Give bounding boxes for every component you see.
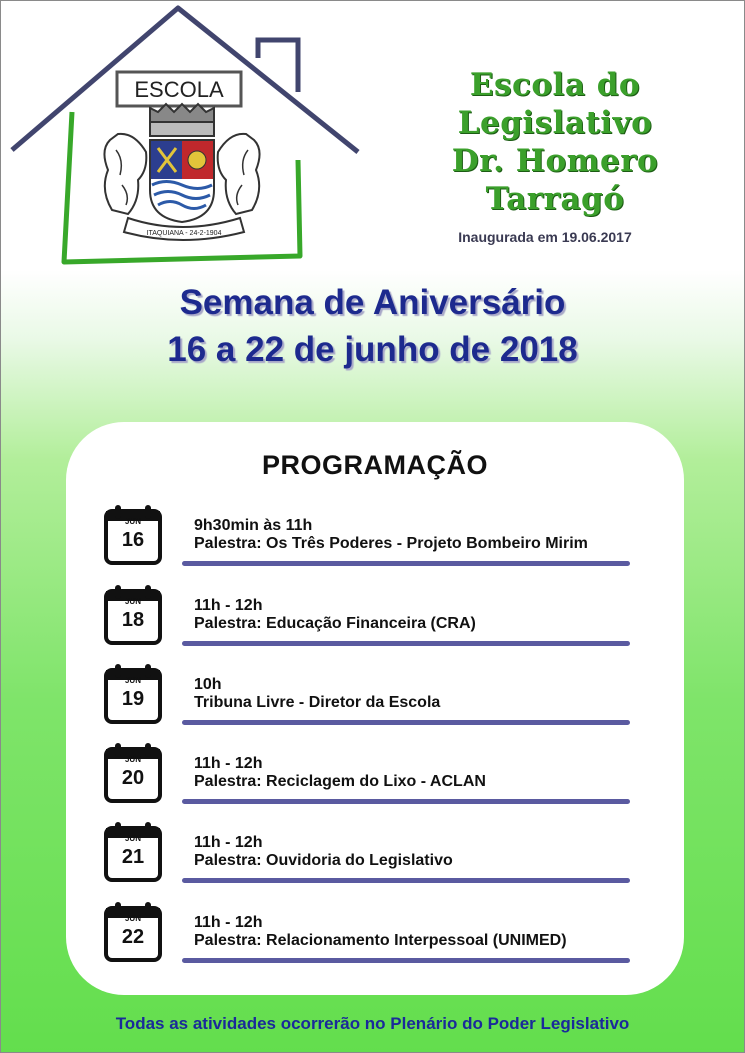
program-event [0, 820, 745, 900]
program-event [0, 662, 745, 742]
calendar-day: 19 [121, 688, 145, 710]
event-divider [182, 878, 630, 883]
calendar-day: 20 [121, 767, 145, 789]
calendar-month: JUN [124, 755, 141, 764]
school-name-line: Tarragó [485, 181, 625, 217]
event-time: 10h [194, 676, 222, 693]
calendar-month: JUN [124, 676, 141, 685]
event-divider [182, 561, 630, 566]
calendar-icon [103, 820, 163, 882]
calendar-icon [103, 583, 163, 645]
headline-title: Semana de Aniversário [179, 283, 566, 322]
event-time: 11h - 12h [194, 597, 263, 614]
event-description: Palestra: Relacionamento Interpessoal (UNIMED) [194, 932, 567, 949]
school-name-line: Escola do [469, 67, 641, 103]
calendar-icon [103, 900, 163, 962]
footer-note: Todas as atividades ocorrerão no Plenário do Poder Legislativo [115, 1014, 630, 1033]
school-name-line: Legislativo [457, 105, 653, 141]
event-description: Palestra: Ouvidoria do Legislativo [194, 852, 453, 869]
calendar-icon [103, 662, 163, 724]
calendar-month: JUN [124, 834, 141, 843]
event-time: 9h30min às 11h [194, 517, 313, 534]
calendar-month: JUN [124, 597, 141, 606]
calendar-day: 21 [121, 846, 145, 868]
event-time: 11h - 12h [194, 834, 263, 851]
event-time: 11h - 12h [194, 914, 263, 931]
calendar-day: 18 [121, 609, 145, 631]
coat-of-arms [104, 104, 259, 240]
program-title: PROGRAMAÇÃO [262, 450, 488, 480]
event-divider [182, 958, 630, 963]
school-logo [0, 0, 370, 275]
calendar-icon [103, 503, 163, 565]
calendar-day: 16 [121, 529, 145, 551]
program-event [0, 900, 745, 980]
calendar-month: JUN [124, 914, 141, 923]
event-time: 11h - 12h [194, 755, 263, 772]
crest-motto: ITAQUIANA - 24-2-1904 [146, 230, 222, 237]
event-description: Tribuna Livre - Diretor da Escola [194, 694, 441, 711]
event-description: Palestra: Educação Financeira (CRA) [194, 615, 476, 632]
program-event [0, 503, 745, 583]
program-event [0, 583, 745, 663]
calendar-month: JUN [124, 517, 141, 526]
calendar-icon [103, 741, 163, 803]
inauguration-date: Inaugurada em 19.06.2017 [458, 229, 632, 245]
logo-sign-text: ESCOLA [134, 77, 224, 102]
event-divider [182, 720, 630, 725]
school-name [400, 66, 710, 218]
event-description: Palestra: Os Três Poderes - Projeto Bombeiro Mirim [194, 535, 588, 552]
school-name-line: Dr. Homero [451, 143, 659, 179]
calendar-day: 22 [121, 926, 145, 948]
event-divider [182, 641, 630, 646]
program-event [0, 741, 745, 821]
headline-dates: 16 a 22 de junho de 2018 [167, 330, 578, 369]
event-description: Palestra: Reciclagem do Lixo - ACLAN [194, 773, 486, 790]
event-divider [182, 799, 630, 804]
